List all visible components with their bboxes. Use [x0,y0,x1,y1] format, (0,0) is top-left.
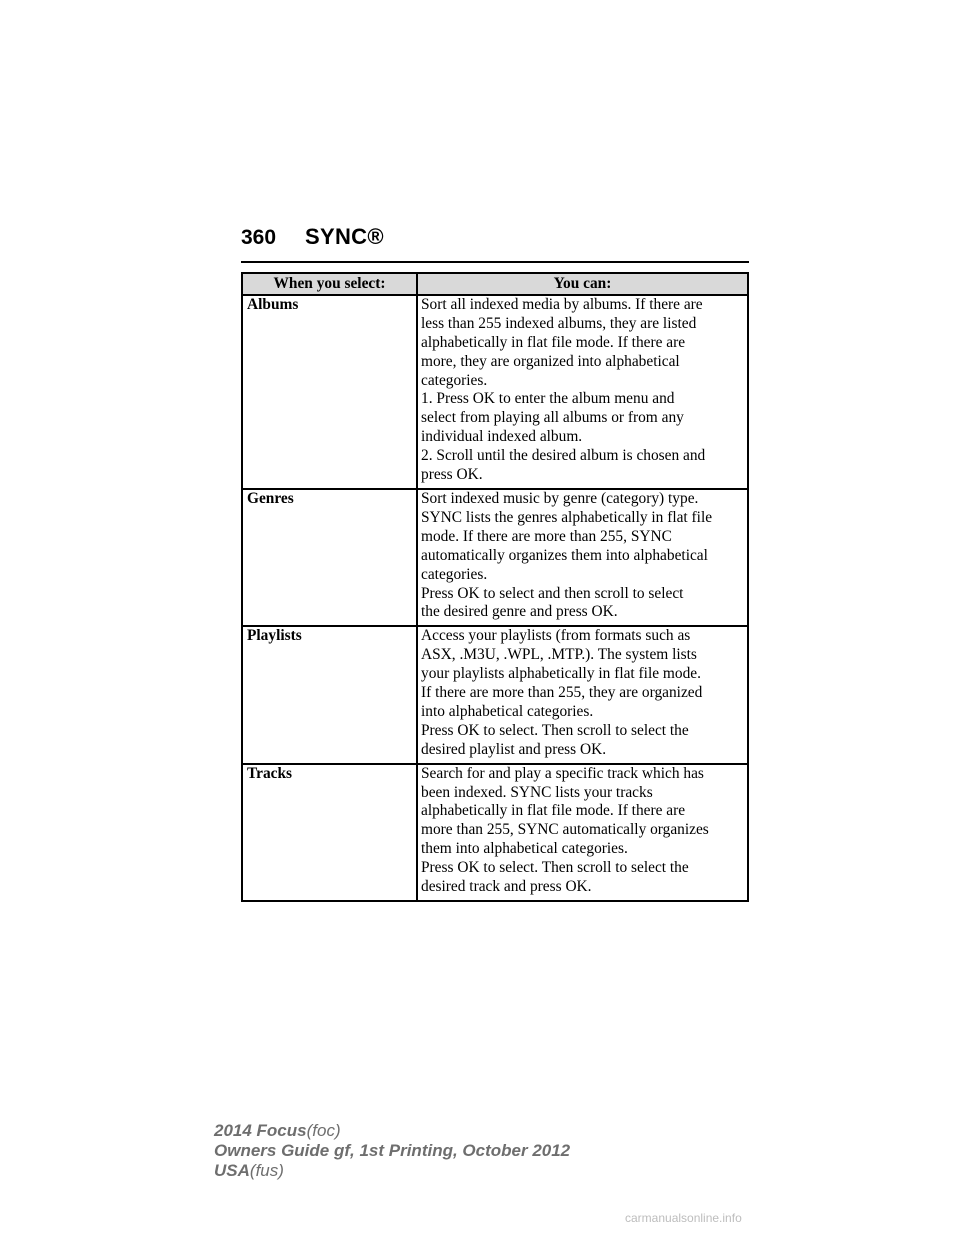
row-select-label: Playlists [242,626,417,763]
footer-line-edition [214,1141,570,1161]
site-watermark: carmanualsonline.info [625,1211,742,1225]
description-line: SYNC lists the genres alphabetically in flat file [421,508,713,526]
description-line: individual indexed album. [421,428,583,446]
description-line: Sort all indexed media by albums. If there are [421,295,703,313]
page-header [241,224,749,260]
row-description [417,295,748,489]
description-line: mode. If there are more than 255, SYNC [421,527,672,545]
column-header-can: You can: [417,273,748,295]
description-line: your playlists alphabetically in flat file mode. [421,665,701,683]
footer-edition: Owners Guide gf, 1st Printing, October 2012 [214,1141,571,1160]
description-line: into alphabetical categories. [421,702,594,720]
page-number: 360 [241,226,277,249]
row-description [417,626,748,763]
description-line: been indexed. SYNC lists your tracks [421,783,653,801]
description-line: categories. [421,371,488,389]
row-description [417,489,748,626]
description-line: alphabetically in flat file mode. If there are [421,333,686,351]
description-line: select from playing all albums or from any [421,409,684,427]
description-line: the desired genre and press OK. [421,603,618,621]
description-line: Access your playlists (from formats such as [421,627,691,645]
row-select-label: Albums [242,295,417,489]
description-line: less than 255 indexed albums, they are listed [421,314,697,332]
table-row [242,295,748,489]
footer-line-market [214,1161,570,1181]
table-row [242,489,748,626]
table-row [242,626,748,763]
description-line: desired playlist and press OK. [421,740,607,758]
header-rule [241,261,749,263]
row-select-label: Tracks [242,764,417,901]
description-line: automatically organizes them into alphabetical [421,546,708,564]
footer-line-model [214,1121,570,1141]
description-line: press OK. [421,466,483,484]
row-select-label: Genres [242,489,417,626]
row-description [417,764,748,901]
footer-model: 2014 Focus [214,1121,307,1140]
description-line: more, they are organized into alphabetical [421,352,680,370]
description-line: Sort indexed music by genre (category) type. [421,489,699,507]
description-line: them into alphabetical categories. [421,840,628,858]
section-title: SYNC® [305,224,384,249]
document-footer [214,1121,570,1181]
footer-model-code: (foc) [306,1121,341,1140]
media-sort-table [241,272,749,902]
description-line: 2. Scroll until the desired album is chosen and [421,447,706,465]
description-line: ASX, .M3U, .WPL, .MTP.). The system lists [421,646,697,664]
description-line: Press OK to select and then scroll to select [421,584,684,602]
description-line: 1. Press OK to enter the album menu and [421,390,675,408]
column-header-select: When you select: [242,273,417,295]
table-row [242,764,748,901]
description-line: desired track and press OK. [421,878,592,896]
description-line: alphabetically in flat file mode. If there are [421,802,686,820]
description-line: If there are more than 255, they are organized [421,684,703,702]
description-line: Search for and play a specific track which has [421,764,704,782]
description-line: categories. [421,565,488,583]
description-line: Press OK to select. Then scroll to select the [421,859,689,877]
table-header-row [242,273,748,295]
description-line: Press OK to select. Then scroll to select the [421,721,689,739]
description-line: more than 255, SYNC automatically organizes [421,821,709,839]
footer-market: USA [214,1161,250,1180]
footer-market-code: (fus) [249,1161,284,1180]
